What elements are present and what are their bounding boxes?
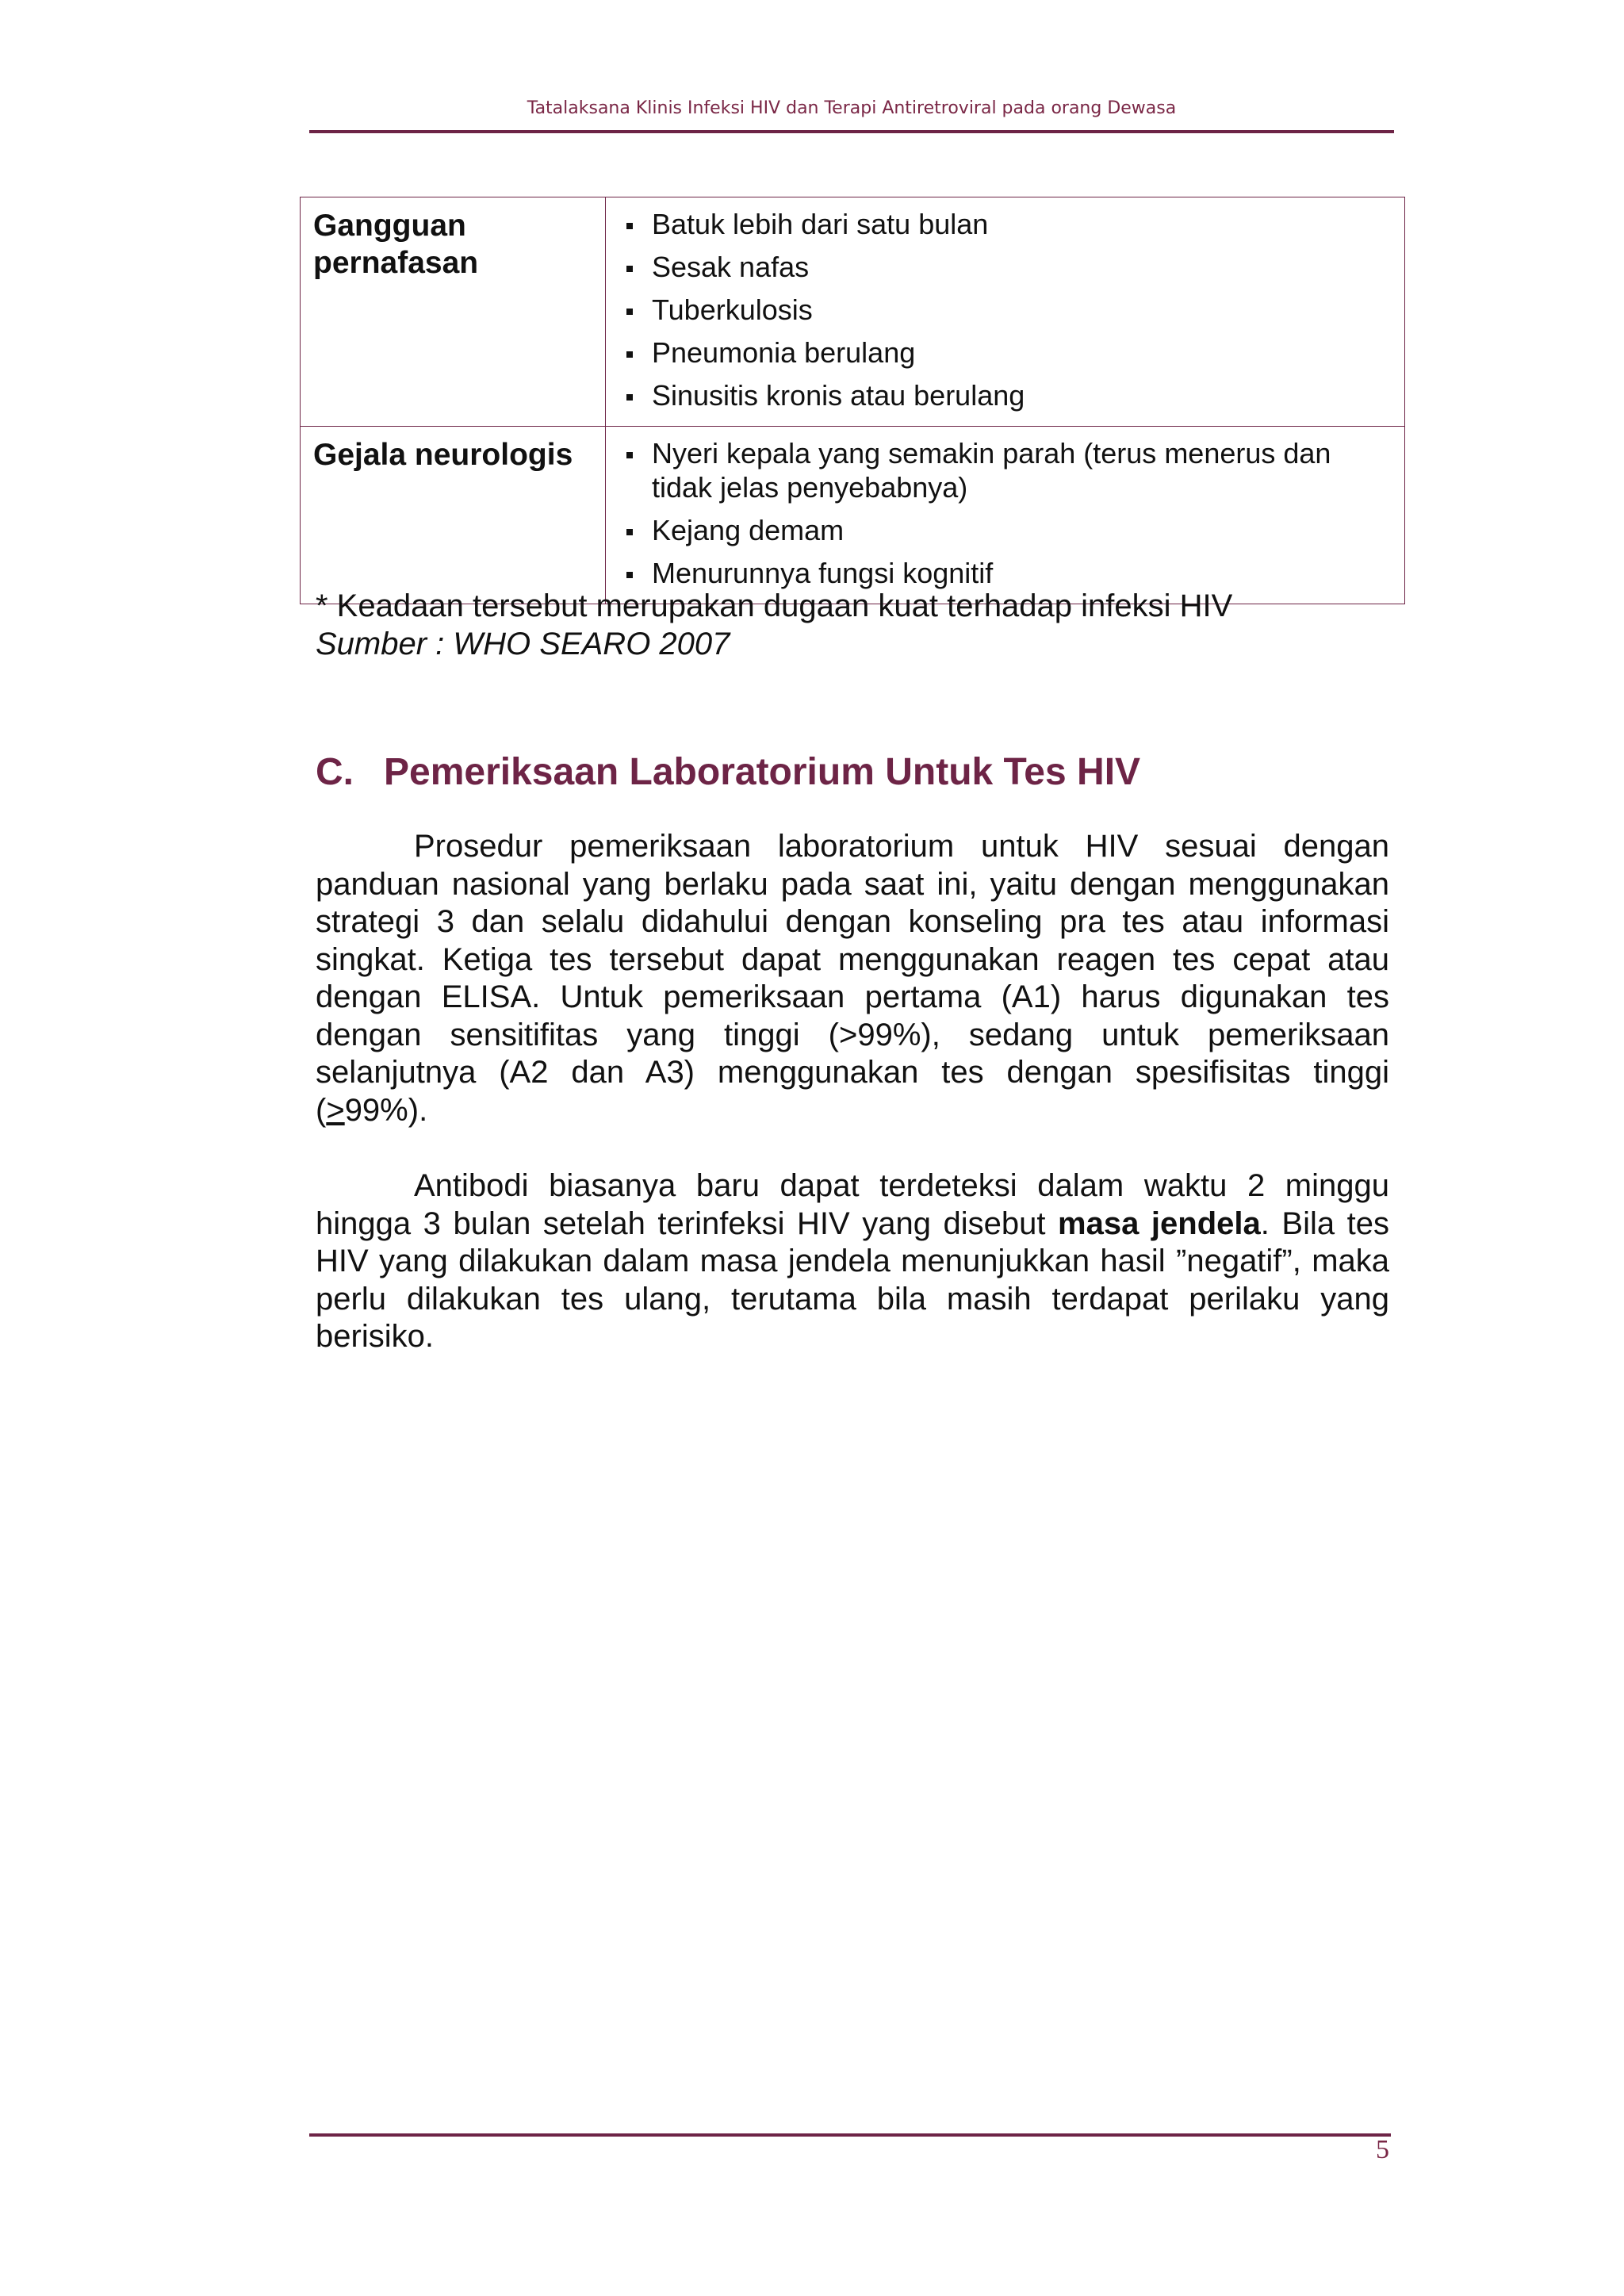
category-cell: Gangguan pernafasan xyxy=(301,197,606,427)
table-source: Sumber : WHO SEARO 2007 xyxy=(316,627,730,661)
list-item: Batuk lebih dari satu bulan xyxy=(625,207,1392,241)
list-item: Menurunnya fungsi kognitif xyxy=(625,556,1392,590)
items-cell xyxy=(606,427,1405,604)
table-note: * Keadaan tersebut merupakan dugaan kuat terhadap infeksi HIV xyxy=(316,588,1233,623)
symptoms-table xyxy=(300,197,1405,604)
running-header: Tatalaksana Klinis Infeksi HIV dan Terapi Antiretroviral pada orang Dewasa xyxy=(527,98,1177,118)
list-item: Kejang demam xyxy=(625,513,1392,547)
items-cell xyxy=(606,197,1405,427)
list-item: Pneumonia berulang xyxy=(625,335,1392,370)
bold-term: masa jendela xyxy=(1058,1205,1261,1241)
list-item: Sinusitis kronis atau berulang xyxy=(625,378,1392,412)
paragraph-window-period xyxy=(316,1167,1389,1356)
bullet-list xyxy=(619,436,1392,590)
table-row xyxy=(301,427,1405,604)
list-item: Sesak nafas xyxy=(625,250,1392,284)
table-row xyxy=(301,197,1405,427)
list-item: Nyeri kepala yang semakin parah (terus menerus dan tidak jelas penyebabnya) xyxy=(625,436,1392,504)
bullet-list xyxy=(619,207,1392,412)
paragraph-tail: 99%). xyxy=(344,1092,428,1128)
section-title: Pemeriksaan Laboratorium Untuk Tes HIV xyxy=(384,751,1141,793)
list-item: Tuberkulosis xyxy=(625,293,1392,327)
page-number: 5 xyxy=(1376,2135,1389,2164)
paragraph-lab-procedure xyxy=(316,828,1389,1129)
section-heading xyxy=(316,750,1140,794)
paragraph-text: Prosedur pemeriksaan laboratorium untuk HIV sesuai dengan panduan nasional yang berlaku pada saat ini, yaitu dengan menggunakan strategi 3 dan selalu didahului dengan konseling pra tes atau informasi singkat. Ketiga tes tersebut dapat menggunakan reagen tes cepat atau dengan ELISA. Untuk pemeriksaan pertama (A1) harus digunakan tes dengan sensitifitas yang tinggi (>99%), sedang untuk pemeriksaan selanjutnya (A2 dan A3) menggunakan tes dengan spesifisitas tinggi ( xyxy=(316,829,1389,1128)
header-rule xyxy=(309,130,1394,133)
paragraph-text: . Bila tes HIV yang dilakukan dalam masa jendela menunjukkan hasil ”negatif”, maka perlu dilakukan tes ulang, terutama bila masih terdapat perilaku yang berisiko. xyxy=(316,1205,1389,1354)
category-cell: Gejala neurologis xyxy=(301,427,606,604)
footer-rule xyxy=(309,2133,1391,2137)
section-letter: C. xyxy=(316,751,354,793)
greater-equal-symbol: > xyxy=(326,1092,345,1128)
paragraph-text: Antibodi biasanya baru dapat terdeteksi dalam waktu 2 minggu hingga 3 bulan setelah terinfeksi HIV yang disebut xyxy=(316,1168,1389,1241)
